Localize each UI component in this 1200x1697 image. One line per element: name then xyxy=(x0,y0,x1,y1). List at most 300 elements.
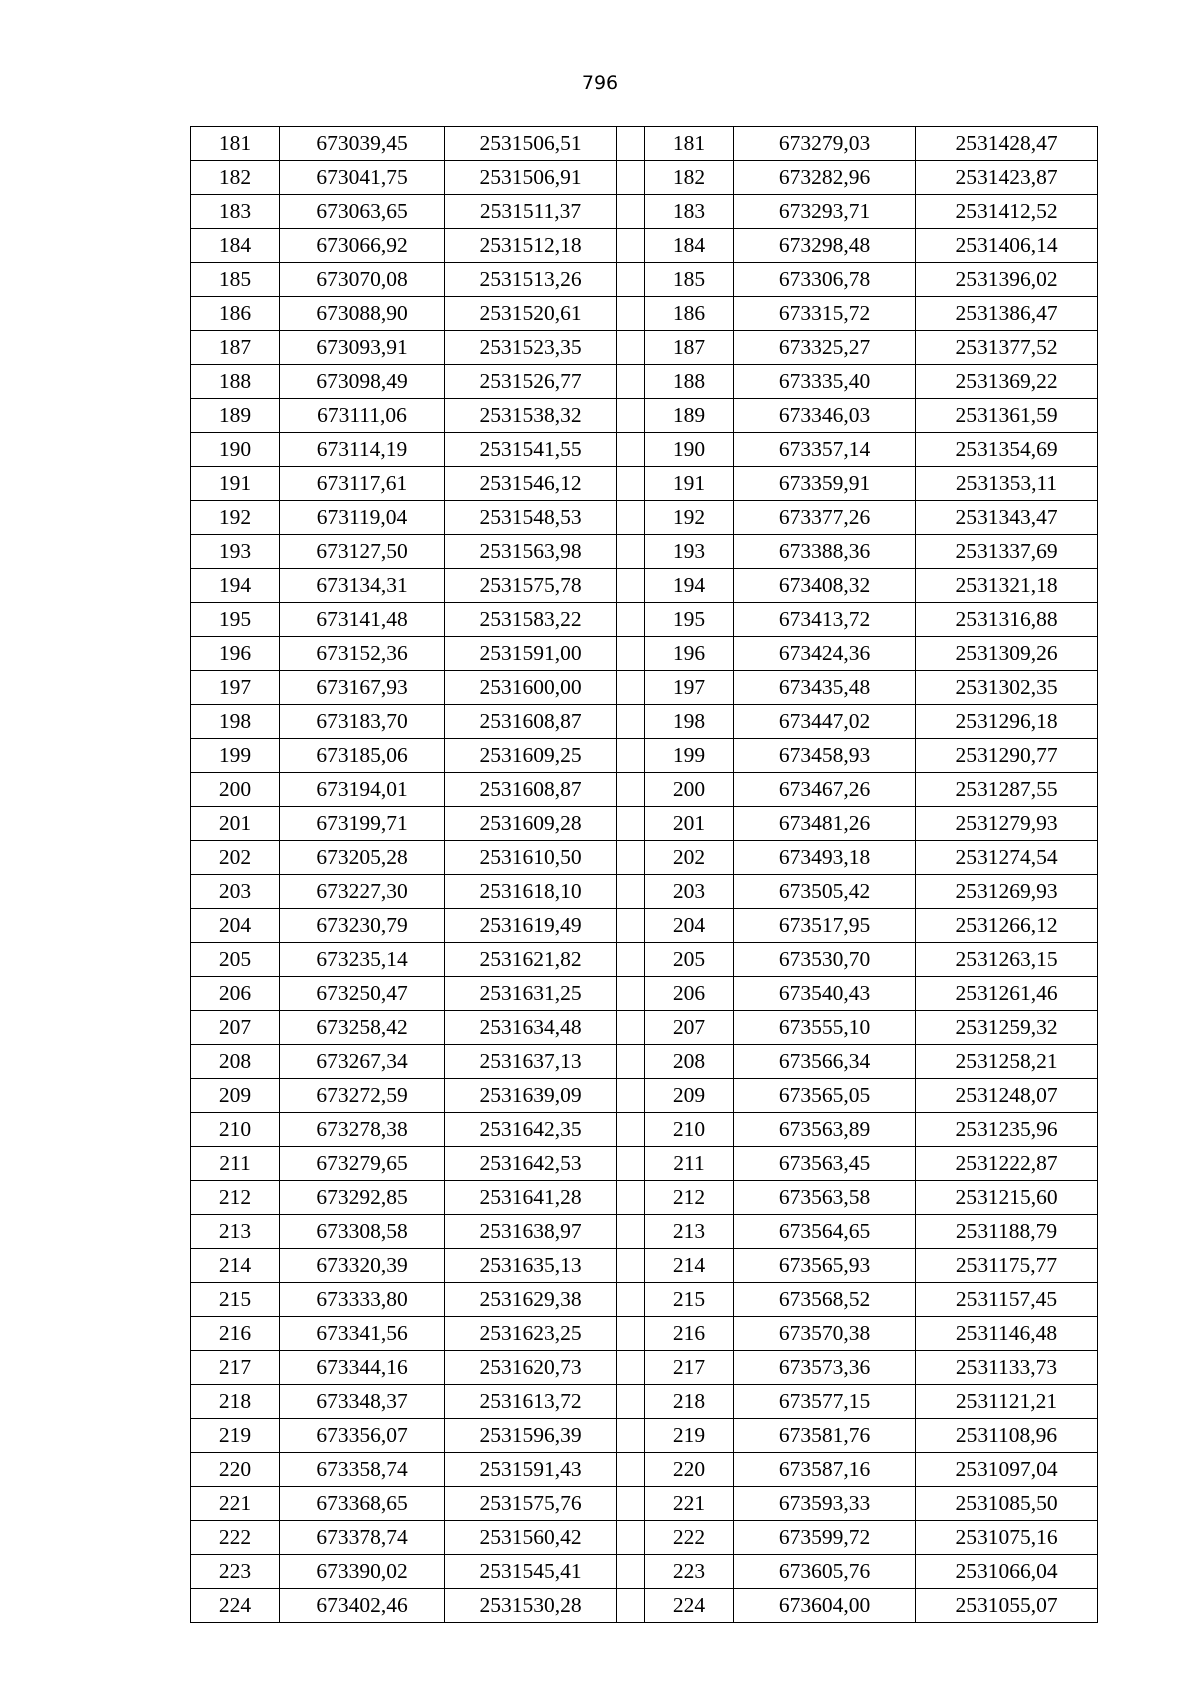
y-coordinate-left: 2531641,28 xyxy=(445,1181,617,1215)
point-number-left: 183 xyxy=(191,195,280,229)
y-coordinate-right: 2531321,18 xyxy=(916,569,1098,603)
y-coordinate-left: 2531591,00 xyxy=(445,637,617,671)
x-coordinate-right: 673587,16 xyxy=(734,1453,916,1487)
table-row xyxy=(191,467,1098,501)
table-row xyxy=(191,977,1098,1011)
y-coordinate-right: 2531261,46 xyxy=(916,977,1098,1011)
separator-cell xyxy=(617,841,645,875)
x-coordinate-right: 673517,95 xyxy=(734,909,916,943)
y-coordinate-left: 2531545,41 xyxy=(445,1555,617,1589)
coordinates-table-body xyxy=(191,127,1098,1623)
x-coordinate-right: 673568,52 xyxy=(734,1283,916,1317)
y-coordinate-right: 2531248,07 xyxy=(916,1079,1098,1113)
y-coordinate-left: 2531506,51 xyxy=(445,127,617,161)
point-number-left: 187 xyxy=(191,331,280,365)
y-coordinate-left: 2531609,25 xyxy=(445,739,617,773)
point-number-right: 210 xyxy=(645,1113,734,1147)
separator-cell xyxy=(617,773,645,807)
point-number-right: 189 xyxy=(645,399,734,433)
point-number-left: 184 xyxy=(191,229,280,263)
x-coordinate-left: 673272,59 xyxy=(280,1079,445,1113)
x-coordinate-left: 673183,70 xyxy=(280,705,445,739)
separator-cell xyxy=(617,807,645,841)
point-number-left: 186 xyxy=(191,297,280,331)
point-number-right: 199 xyxy=(645,739,734,773)
x-coordinate-right: 673570,38 xyxy=(734,1317,916,1351)
separator-cell xyxy=(617,331,645,365)
point-number-right: 206 xyxy=(645,977,734,1011)
x-coordinate-left: 673185,06 xyxy=(280,739,445,773)
x-coordinate-left: 673134,31 xyxy=(280,569,445,603)
y-coordinate-left: 2531563,98 xyxy=(445,535,617,569)
table-row xyxy=(191,1385,1098,1419)
x-coordinate-left: 673358,74 xyxy=(280,1453,445,1487)
y-coordinate-right: 2531235,96 xyxy=(916,1113,1098,1147)
point-number-right: 186 xyxy=(645,297,734,331)
separator-cell xyxy=(617,1589,645,1623)
separator-cell xyxy=(617,195,645,229)
table-row xyxy=(191,875,1098,909)
y-coordinate-left: 2531638,97 xyxy=(445,1215,617,1249)
separator-cell xyxy=(617,1113,645,1147)
y-coordinate-left: 2531621,82 xyxy=(445,943,617,977)
table-row xyxy=(191,773,1098,807)
x-coordinate-left: 673230,79 xyxy=(280,909,445,943)
point-number-right: 185 xyxy=(645,263,734,297)
y-coordinate-left: 2531618,10 xyxy=(445,875,617,909)
x-coordinate-right: 673424,36 xyxy=(734,637,916,671)
x-coordinate-left: 673111,06 xyxy=(280,399,445,433)
point-number-right: 198 xyxy=(645,705,734,739)
table-row xyxy=(191,1317,1098,1351)
separator-cell xyxy=(617,1351,645,1385)
y-coordinate-right: 2531188,79 xyxy=(916,1215,1098,1249)
separator-cell xyxy=(617,943,645,977)
table-row xyxy=(191,263,1098,297)
y-coordinate-right: 2531353,11 xyxy=(916,467,1098,501)
y-coordinate-left: 2531642,35 xyxy=(445,1113,617,1147)
y-coordinate-right: 2531121,21 xyxy=(916,1385,1098,1419)
y-coordinate-left: 2531623,25 xyxy=(445,1317,617,1351)
table-row xyxy=(191,1283,1098,1317)
point-number-right: 215 xyxy=(645,1283,734,1317)
separator-cell xyxy=(617,671,645,705)
point-number-right: 183 xyxy=(645,195,734,229)
x-coordinate-left: 673088,90 xyxy=(280,297,445,331)
table-row xyxy=(191,569,1098,603)
point-number-right: 222 xyxy=(645,1521,734,1555)
separator-cell xyxy=(617,1283,645,1317)
x-coordinate-right: 673447,02 xyxy=(734,705,916,739)
separator-cell xyxy=(617,569,645,603)
x-coordinate-right: 673577,15 xyxy=(734,1385,916,1419)
x-coordinate-left: 673119,04 xyxy=(280,501,445,535)
point-number-left: 196 xyxy=(191,637,280,671)
table-row xyxy=(191,161,1098,195)
y-coordinate-right: 2531287,55 xyxy=(916,773,1098,807)
separator-cell xyxy=(617,1487,645,1521)
point-number-left: 213 xyxy=(191,1215,280,1249)
table-row xyxy=(191,807,1098,841)
y-coordinate-left: 2531600,00 xyxy=(445,671,617,705)
point-number-left: 222 xyxy=(191,1521,280,1555)
point-number-left: 182 xyxy=(191,161,280,195)
y-coordinate-right: 2531269,93 xyxy=(916,875,1098,909)
separator-cell xyxy=(617,1555,645,1589)
x-coordinate-left: 673117,61 xyxy=(280,467,445,501)
point-number-right: 209 xyxy=(645,1079,734,1113)
point-number-right: 223 xyxy=(645,1555,734,1589)
y-coordinate-right: 2531354,69 xyxy=(916,433,1098,467)
x-coordinate-right: 673481,26 xyxy=(734,807,916,841)
y-coordinate-right: 2531423,87 xyxy=(916,161,1098,195)
point-number-right: 191 xyxy=(645,467,734,501)
point-number-left: 205 xyxy=(191,943,280,977)
x-coordinate-left: 673292,85 xyxy=(280,1181,445,1215)
point-number-left: 208 xyxy=(191,1045,280,1079)
y-coordinate-right: 2531302,35 xyxy=(916,671,1098,705)
y-coordinate-right: 2531175,77 xyxy=(916,1249,1098,1283)
point-number-left: 189 xyxy=(191,399,280,433)
y-coordinate-left: 2531511,37 xyxy=(445,195,617,229)
point-number-left: 181 xyxy=(191,127,280,161)
separator-cell xyxy=(617,501,645,535)
y-coordinate-right: 2531097,04 xyxy=(916,1453,1098,1487)
x-coordinate-left: 673098,49 xyxy=(280,365,445,399)
table-row xyxy=(191,365,1098,399)
separator-cell xyxy=(617,127,645,161)
point-number-left: 204 xyxy=(191,909,280,943)
point-number-left: 191 xyxy=(191,467,280,501)
table-row xyxy=(191,705,1098,739)
separator-cell xyxy=(617,1419,645,1453)
point-number-right: 219 xyxy=(645,1419,734,1453)
y-coordinate-right: 2531412,52 xyxy=(916,195,1098,229)
table-row xyxy=(191,909,1098,943)
y-coordinate-left: 2531548,53 xyxy=(445,501,617,535)
separator-cell xyxy=(617,705,645,739)
x-coordinate-right: 673408,32 xyxy=(734,569,916,603)
y-coordinate-left: 2531512,18 xyxy=(445,229,617,263)
point-number-left: 192 xyxy=(191,501,280,535)
x-coordinate-left: 673167,93 xyxy=(280,671,445,705)
point-number-left: 217 xyxy=(191,1351,280,1385)
separator-cell xyxy=(617,1215,645,1249)
separator-cell xyxy=(617,1317,645,1351)
table-row xyxy=(191,433,1098,467)
x-coordinate-left: 673356,07 xyxy=(280,1419,445,1453)
y-coordinate-right: 2531386,47 xyxy=(916,297,1098,331)
point-number-right: 187 xyxy=(645,331,734,365)
x-coordinate-left: 673194,01 xyxy=(280,773,445,807)
table-row xyxy=(191,1555,1098,1589)
y-coordinate-right: 2531279,93 xyxy=(916,807,1098,841)
x-coordinate-right: 673493,18 xyxy=(734,841,916,875)
point-number-left: 211 xyxy=(191,1147,280,1181)
point-number-right: 220 xyxy=(645,1453,734,1487)
separator-cell xyxy=(617,535,645,569)
x-coordinate-right: 673505,42 xyxy=(734,875,916,909)
y-coordinate-right: 2531259,32 xyxy=(916,1011,1098,1045)
separator-cell xyxy=(617,229,645,263)
page-number: 796 xyxy=(581,72,619,94)
point-number-right: 221 xyxy=(645,1487,734,1521)
point-number-left: 188 xyxy=(191,365,280,399)
point-number-right: 205 xyxy=(645,943,734,977)
table-row xyxy=(191,195,1098,229)
y-coordinate-left: 2531642,53 xyxy=(445,1147,617,1181)
x-coordinate-right: 673467,26 xyxy=(734,773,916,807)
x-coordinate-right: 673306,78 xyxy=(734,263,916,297)
table-row xyxy=(191,1249,1098,1283)
point-number-left: 207 xyxy=(191,1011,280,1045)
table-row xyxy=(191,1147,1098,1181)
separator-cell xyxy=(617,1011,645,1045)
x-coordinate-left: 673152,36 xyxy=(280,637,445,671)
y-coordinate-right: 2531215,60 xyxy=(916,1181,1098,1215)
x-coordinate-left: 673227,30 xyxy=(280,875,445,909)
x-coordinate-left: 673320,39 xyxy=(280,1249,445,1283)
y-coordinate-right: 2531343,47 xyxy=(916,501,1098,535)
table-row xyxy=(191,739,1098,773)
y-coordinate-left: 2531619,49 xyxy=(445,909,617,943)
table-row xyxy=(191,603,1098,637)
x-coordinate-left: 673093,91 xyxy=(280,331,445,365)
point-number-left: 195 xyxy=(191,603,280,637)
separator-cell xyxy=(617,1521,645,1555)
y-coordinate-right: 2531222,87 xyxy=(916,1147,1098,1181)
point-number-right: 208 xyxy=(645,1045,734,1079)
point-number-left: 218 xyxy=(191,1385,280,1419)
x-coordinate-left: 673205,28 xyxy=(280,841,445,875)
separator-cell xyxy=(617,297,645,331)
x-coordinate-right: 673435,48 xyxy=(734,671,916,705)
x-coordinate-left: 673267,34 xyxy=(280,1045,445,1079)
coordinates-table xyxy=(190,126,1098,1623)
x-coordinate-left: 673279,65 xyxy=(280,1147,445,1181)
x-coordinate-left: 673390,02 xyxy=(280,1555,445,1589)
y-coordinate-left: 2531526,77 xyxy=(445,365,617,399)
separator-cell xyxy=(617,1453,645,1487)
x-coordinate-right: 673413,72 xyxy=(734,603,916,637)
table-row xyxy=(191,331,1098,365)
point-number-left: 216 xyxy=(191,1317,280,1351)
y-coordinate-left: 2531629,38 xyxy=(445,1283,617,1317)
separator-cell xyxy=(617,977,645,1011)
y-coordinate-left: 2531596,39 xyxy=(445,1419,617,1453)
separator-cell xyxy=(617,1079,645,1113)
point-number-left: 200 xyxy=(191,773,280,807)
separator-cell xyxy=(617,1249,645,1283)
table-row xyxy=(191,1079,1098,1113)
point-number-left: 193 xyxy=(191,535,280,569)
x-coordinate-left: 673063,65 xyxy=(280,195,445,229)
separator-cell xyxy=(617,263,645,297)
x-coordinate-right: 673573,36 xyxy=(734,1351,916,1385)
y-coordinate-right: 2531146,48 xyxy=(916,1317,1098,1351)
y-coordinate-left: 2531546,12 xyxy=(445,467,617,501)
y-coordinate-right: 2531266,12 xyxy=(916,909,1098,943)
point-number-right: 217 xyxy=(645,1351,734,1385)
separator-cell xyxy=(617,399,645,433)
point-number-right: 182 xyxy=(645,161,734,195)
y-coordinate-left: 2531541,55 xyxy=(445,433,617,467)
point-number-right: 196 xyxy=(645,637,734,671)
point-number-left: 224 xyxy=(191,1589,280,1623)
y-coordinate-right: 2531157,45 xyxy=(916,1283,1098,1317)
y-coordinate-left: 2531591,43 xyxy=(445,1453,617,1487)
x-coordinate-right: 673298,48 xyxy=(734,229,916,263)
point-number-right: 216 xyxy=(645,1317,734,1351)
y-coordinate-right: 2531055,07 xyxy=(916,1589,1098,1623)
point-number-right: 197 xyxy=(645,671,734,705)
y-coordinate-right: 2531274,54 xyxy=(916,841,1098,875)
point-number-left: 215 xyxy=(191,1283,280,1317)
x-coordinate-right: 673563,89 xyxy=(734,1113,916,1147)
separator-cell xyxy=(617,1045,645,1079)
point-number-right: 195 xyxy=(645,603,734,637)
x-coordinate-left: 673127,50 xyxy=(280,535,445,569)
table-row xyxy=(191,229,1098,263)
point-number-right: 192 xyxy=(645,501,734,535)
x-coordinate-left: 673344,16 xyxy=(280,1351,445,1385)
y-coordinate-left: 2531639,09 xyxy=(445,1079,617,1113)
x-coordinate-right: 673605,76 xyxy=(734,1555,916,1589)
point-number-left: 194 xyxy=(191,569,280,603)
x-coordinate-right: 673565,05 xyxy=(734,1079,916,1113)
x-coordinate-left: 673066,92 xyxy=(280,229,445,263)
point-number-left: 202 xyxy=(191,841,280,875)
y-coordinate-left: 2531635,13 xyxy=(445,1249,617,1283)
separator-cell xyxy=(617,1385,645,1419)
y-coordinate-right: 2531133,73 xyxy=(916,1351,1098,1385)
table-row xyxy=(191,297,1098,331)
x-coordinate-right: 673581,76 xyxy=(734,1419,916,1453)
point-number-left: 220 xyxy=(191,1453,280,1487)
separator-cell xyxy=(617,637,645,671)
y-coordinate-left: 2531513,26 xyxy=(445,263,617,297)
x-coordinate-right: 673564,65 xyxy=(734,1215,916,1249)
point-number-right: 212 xyxy=(645,1181,734,1215)
x-coordinate-right: 673563,45 xyxy=(734,1147,916,1181)
y-coordinate-left: 2531613,72 xyxy=(445,1385,617,1419)
y-coordinate-right: 2531316,88 xyxy=(916,603,1098,637)
point-number-left: 198 xyxy=(191,705,280,739)
x-coordinate-right: 673377,26 xyxy=(734,501,916,535)
point-number-left: 214 xyxy=(191,1249,280,1283)
table-row xyxy=(191,1215,1098,1249)
point-number-left: 201 xyxy=(191,807,280,841)
table-row xyxy=(191,943,1098,977)
separator-cell xyxy=(617,909,645,943)
x-coordinate-left: 673308,58 xyxy=(280,1215,445,1249)
y-coordinate-right: 2531396,02 xyxy=(916,263,1098,297)
point-number-left: 203 xyxy=(191,875,280,909)
table-row xyxy=(191,1453,1098,1487)
y-coordinate-right: 2531369,22 xyxy=(916,365,1098,399)
y-coordinate-left: 2531575,76 xyxy=(445,1487,617,1521)
point-number-left: 190 xyxy=(191,433,280,467)
x-coordinate-left: 673250,47 xyxy=(280,977,445,1011)
x-coordinate-right: 673325,27 xyxy=(734,331,916,365)
separator-cell xyxy=(617,603,645,637)
table-row xyxy=(191,1351,1098,1385)
y-coordinate-right: 2531085,50 xyxy=(916,1487,1098,1521)
y-coordinate-left: 2531637,13 xyxy=(445,1045,617,1079)
table-row xyxy=(191,1113,1098,1147)
x-coordinate-right: 673293,71 xyxy=(734,195,916,229)
point-number-right: 224 xyxy=(645,1589,734,1623)
point-number-right: 213 xyxy=(645,1215,734,1249)
x-coordinate-left: 673402,46 xyxy=(280,1589,445,1623)
x-coordinate-right: 673599,72 xyxy=(734,1521,916,1555)
x-coordinate-right: 673315,72 xyxy=(734,297,916,331)
y-coordinate-left: 2531506,91 xyxy=(445,161,617,195)
x-coordinate-left: 673199,71 xyxy=(280,807,445,841)
y-coordinate-left: 2531538,32 xyxy=(445,399,617,433)
x-coordinate-right: 673555,10 xyxy=(734,1011,916,1045)
y-coordinate-right: 2531263,15 xyxy=(916,943,1098,977)
x-coordinate-left: 673039,45 xyxy=(280,127,445,161)
point-number-right: 207 xyxy=(645,1011,734,1045)
point-number-right: 190 xyxy=(645,433,734,467)
point-number-left: 221 xyxy=(191,1487,280,1521)
table-row xyxy=(191,501,1098,535)
table-row xyxy=(191,399,1098,433)
x-coordinate-right: 673593,33 xyxy=(734,1487,916,1521)
x-coordinate-right: 673282,96 xyxy=(734,161,916,195)
table-row xyxy=(191,1045,1098,1079)
y-coordinate-left: 2531634,48 xyxy=(445,1011,617,1045)
point-number-right: 214 xyxy=(645,1249,734,1283)
x-coordinate-right: 673540,43 xyxy=(734,977,916,1011)
table-row xyxy=(191,1419,1098,1453)
x-coordinate-right: 673359,91 xyxy=(734,467,916,501)
point-number-right: 211 xyxy=(645,1147,734,1181)
point-number-right: 201 xyxy=(645,807,734,841)
table-row xyxy=(191,1011,1098,1045)
point-number-right: 203 xyxy=(645,875,734,909)
y-coordinate-left: 2531560,42 xyxy=(445,1521,617,1555)
table-row xyxy=(191,1521,1098,1555)
point-number-right: 193 xyxy=(645,535,734,569)
separator-cell xyxy=(617,365,645,399)
y-coordinate-left: 2531583,22 xyxy=(445,603,617,637)
x-coordinate-right: 673458,93 xyxy=(734,739,916,773)
table-row xyxy=(191,127,1098,161)
table-row xyxy=(191,1487,1098,1521)
x-coordinate-right: 673388,36 xyxy=(734,535,916,569)
x-coordinate-left: 673114,19 xyxy=(280,433,445,467)
y-coordinate-right: 2531296,18 xyxy=(916,705,1098,739)
table-row xyxy=(191,535,1098,569)
y-coordinate-left: 2531631,25 xyxy=(445,977,617,1011)
x-coordinate-left: 673333,80 xyxy=(280,1283,445,1317)
point-number-left: 185 xyxy=(191,263,280,297)
x-coordinate-right: 673566,34 xyxy=(734,1045,916,1079)
y-coordinate-left: 2531520,61 xyxy=(445,297,617,331)
y-coordinate-right: 2531337,69 xyxy=(916,535,1098,569)
y-coordinate-left: 2531620,73 xyxy=(445,1351,617,1385)
separator-cell xyxy=(617,161,645,195)
point-number-right: 204 xyxy=(645,909,734,943)
point-number-left: 210 xyxy=(191,1113,280,1147)
table-row xyxy=(191,637,1098,671)
x-coordinate-left: 673378,74 xyxy=(280,1521,445,1555)
y-coordinate-right: 2531290,77 xyxy=(916,739,1098,773)
separator-cell xyxy=(617,467,645,501)
x-coordinate-left: 673041,75 xyxy=(280,161,445,195)
